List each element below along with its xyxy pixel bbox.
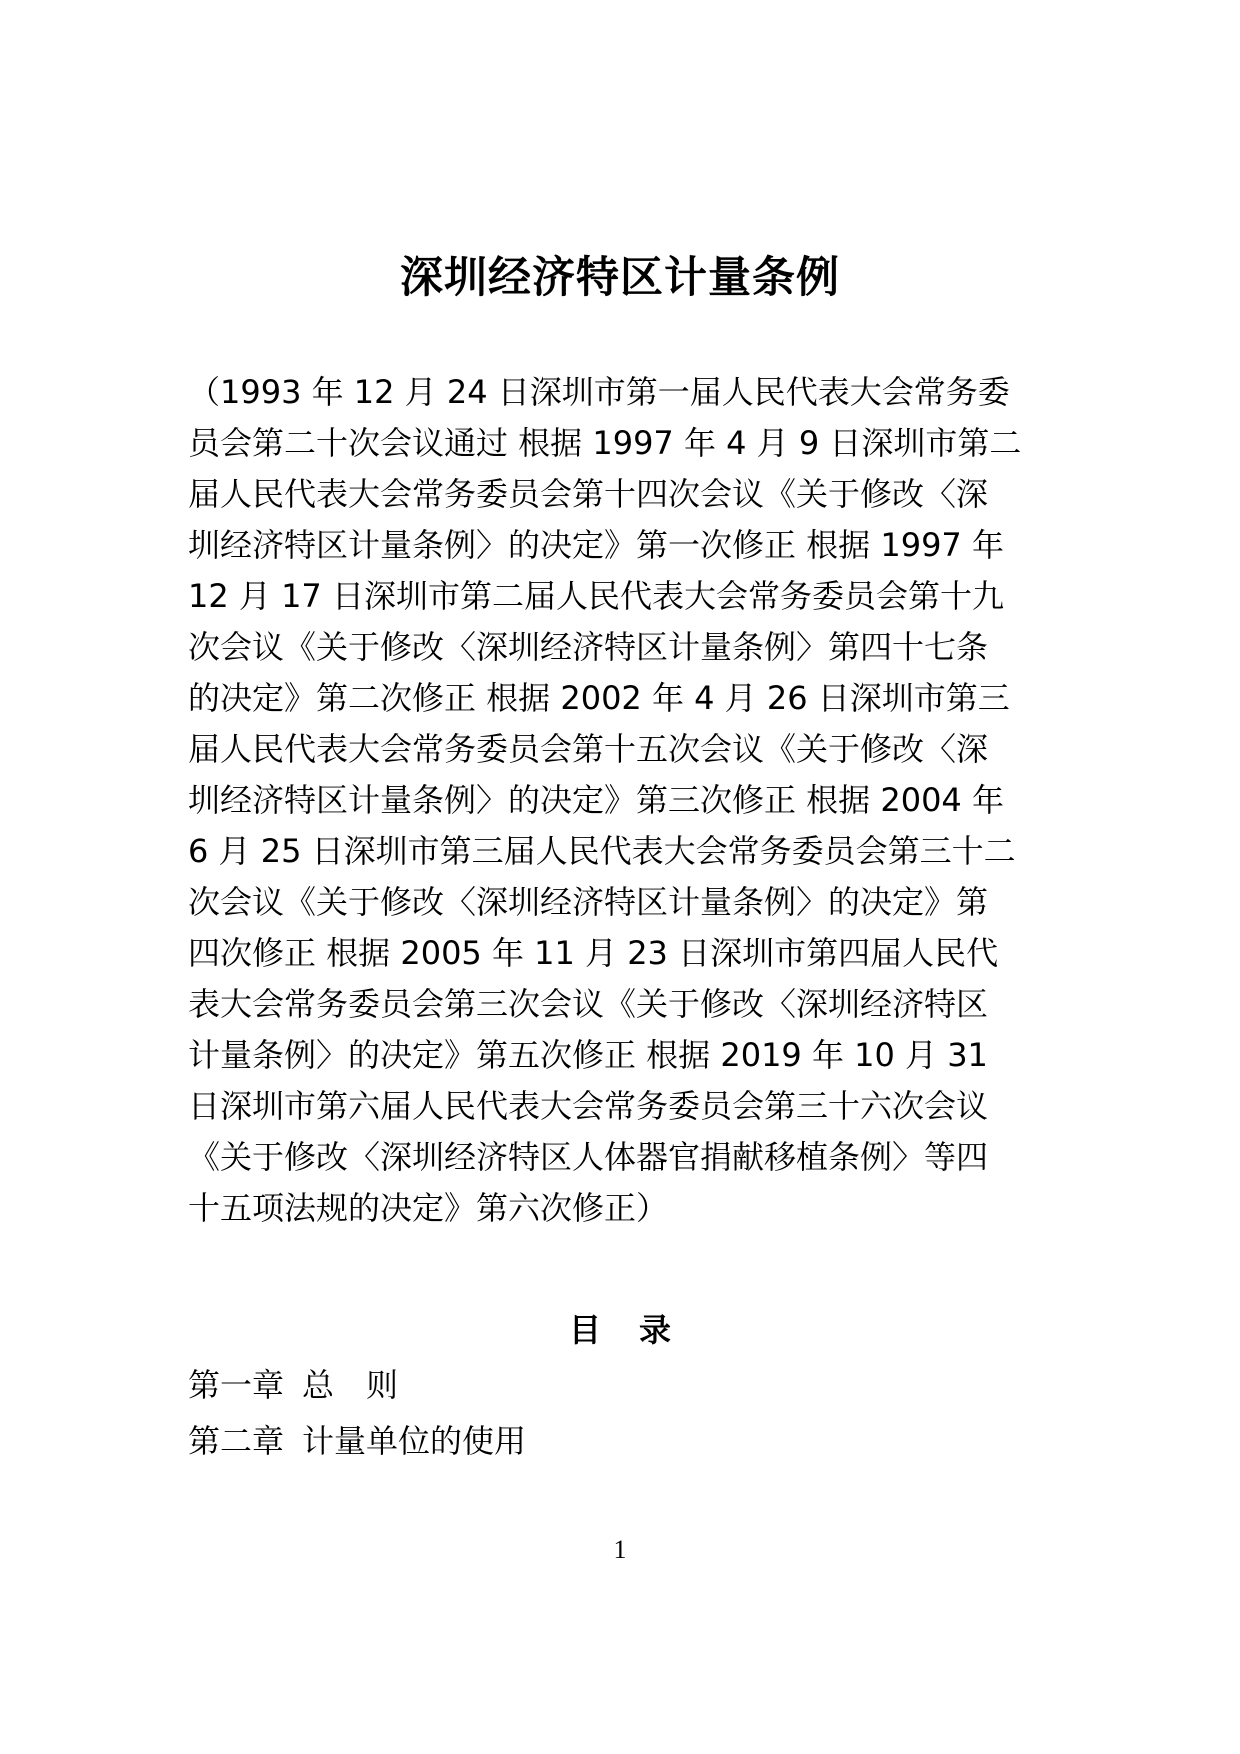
toc-heading-right: 录 [639, 1311, 672, 1349]
note-line: 圳经济特区计量条例〉的决定》第三次修正 根据 2004 年 [188, 781, 1004, 819]
page-number: 1 [613, 1535, 627, 1564]
note-line: 届人民代表大会常务委员会第十五次会议《关于修改〈深 [188, 730, 989, 768]
note-line: 6 月 25 日深圳市第三届人民代表大会常务委员会第三十二 [188, 832, 1016, 870]
toc-chapter-name: 计量单位的使用 [302, 1422, 527, 1460]
toc-chapter-name: 总 则 [302, 1366, 399, 1404]
note-line: 的决定》第二次修正 根据 2002 年 4 月 26 日深圳市第三 [188, 679, 1010, 717]
legislative-history-note [188, 367, 1048, 1234]
note-line: 十五项法规的决定》第六次修正） [188, 1189, 669, 1227]
document-title: 深圳经济特区计量条例 [400, 253, 840, 303]
note-line: 届人民代表大会常务委员会第十四次会议《关于修改〈深 [188, 475, 989, 513]
note-line: 《关于修改〈深圳经济特区人体器官捐献移植条例〉等四 [188, 1138, 989, 1176]
note-line: 圳经济特区计量条例〉的决定》第一次修正 根据 1997 年 [188, 526, 1004, 564]
toc-heading-left: 目 [568, 1311, 601, 1349]
note-line: 四次修正 根据 2005 年 11 月 23 日深圳市第四届人民代 [188, 934, 999, 972]
toc-entry[interactable] [188, 1416, 1048, 1466]
toc-heading [0, 1305, 1240, 1355]
note-line: 日深圳市第六届人民代表大会常务委员会第三十六次会议 [188, 1087, 989, 1125]
toc-entry[interactable] [188, 1360, 1048, 1410]
note-line: 表大会常务委员会第三次会议《关于修改〈深圳经济特区 [188, 985, 989, 1023]
note-line: 计量条例〉的决定》第五次修正 根据 2019 年 10 月 31 [188, 1036, 988, 1074]
note-line: 次会议《关于修改〈深圳经济特区计量条例〉的决定》第 [188, 883, 989, 921]
toc-chapter-number: 第一章 [188, 1366, 285, 1404]
toc-chapter-number: 第二章 [188, 1422, 285, 1460]
note-line: 12 月 17 日深圳市第二届人民代表大会常务委员会第十九 [188, 577, 1004, 615]
note-line: （1993 年 12 月 24 日深圳市第一届人民代表大会常务委 [188, 373, 1010, 411]
table-of-contents [188, 1360, 1048, 1472]
note-line: 员会第二十次会议通过 根据 1997 年 4 月 9 日深圳市第二 [188, 424, 1022, 462]
note-line: 次会议《关于修改〈深圳经济特区计量条例〉第四十七条 [188, 628, 989, 666]
